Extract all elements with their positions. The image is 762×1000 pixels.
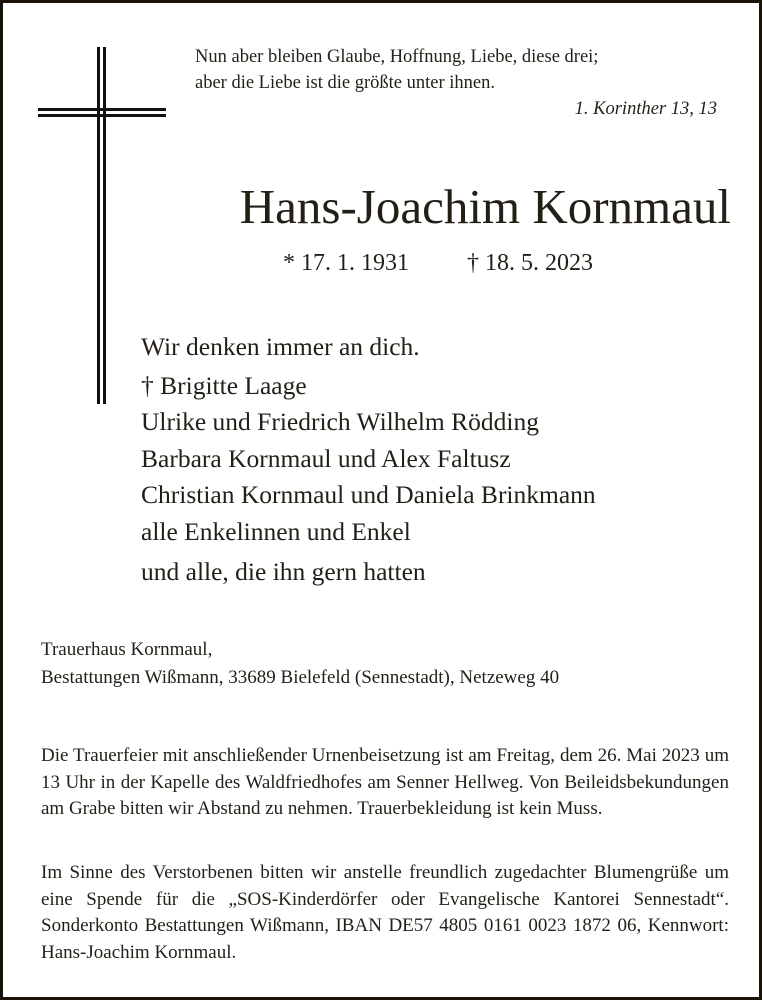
cross-horizontal-line-1 xyxy=(38,108,166,111)
mourner-name: alle Enkelinnen und Enkel xyxy=(141,516,411,546)
mourner-name: Barbara Kornmaul und Alex Faltusz xyxy=(141,443,511,473)
ceremony-paragraph: Die Trauerfeier mit anschließender Urnenbeisetzung ist am Freitag, dem 26. Mai 2023 um 13 Uhr in der Kapelle des Waldfriedhofes am Senner Hellweg. Von Beileidsbekundungen am Grabe bitten wir Abstand zu nehmen. Trauerbekleidung ist kein Muss. xyxy=(41,745,729,819)
birth-date: * 17. 1. 1931 xyxy=(283,250,409,276)
mourning-house-address xyxy=(41,636,559,692)
bible-quote xyxy=(195,44,725,122)
cross-horizontal-line-2 xyxy=(38,114,166,117)
cross-vertical-line-1 xyxy=(97,47,100,404)
life-dates xyxy=(283,247,593,279)
cross-vertical-line-2 xyxy=(103,47,106,404)
quote-line: Nun aber bleiben Glaube, Hoffnung, Liebe, diese drei; xyxy=(195,47,599,67)
mourner-name: Christian Kornmaul und Daniela Brinkmann xyxy=(141,480,596,509)
mourners-block xyxy=(141,329,596,591)
mourner-name: † Brigitte Laage xyxy=(141,370,307,400)
address-line-2: Bestattungen Wißmann, 33689 Bielefeld (Sennestadt), Netzeweg 40 xyxy=(41,667,560,688)
death-date: † 18. 5. 2023 xyxy=(467,250,593,276)
mourner-name: Ulrike und Friedrich Wilhelm Rödding xyxy=(141,407,539,436)
obituary-notice xyxy=(3,3,759,997)
donation-paragraph: Im Sinne des Verstorbenen bitten wir anstelle freundlich zugedachter Blumengrüße um eine Spende für die „SOS-Kinderdörfer oder Evangelische Kantorei Sennestadt“. Sonderkonto Bestattungen Wißmann, IBAN DE57 4805 0161 0023 1872 06, Kennwort: Hans-Joachim Kornmaul. xyxy=(41,862,729,963)
quote-reference: 1. Korinther 13, 13 xyxy=(574,99,717,119)
mourners-intro: Wir denken immer an dich. xyxy=(141,332,420,361)
quote-line: aber die Liebe ist die größte unter ihnen. xyxy=(195,73,496,93)
mourners-closing: und alle, die ihn gern hatten xyxy=(141,557,426,586)
deceased-name: Hans-Joachim Kornmaul xyxy=(239,179,731,234)
address-line-1: Trauerhaus Kornmaul, xyxy=(41,639,213,660)
